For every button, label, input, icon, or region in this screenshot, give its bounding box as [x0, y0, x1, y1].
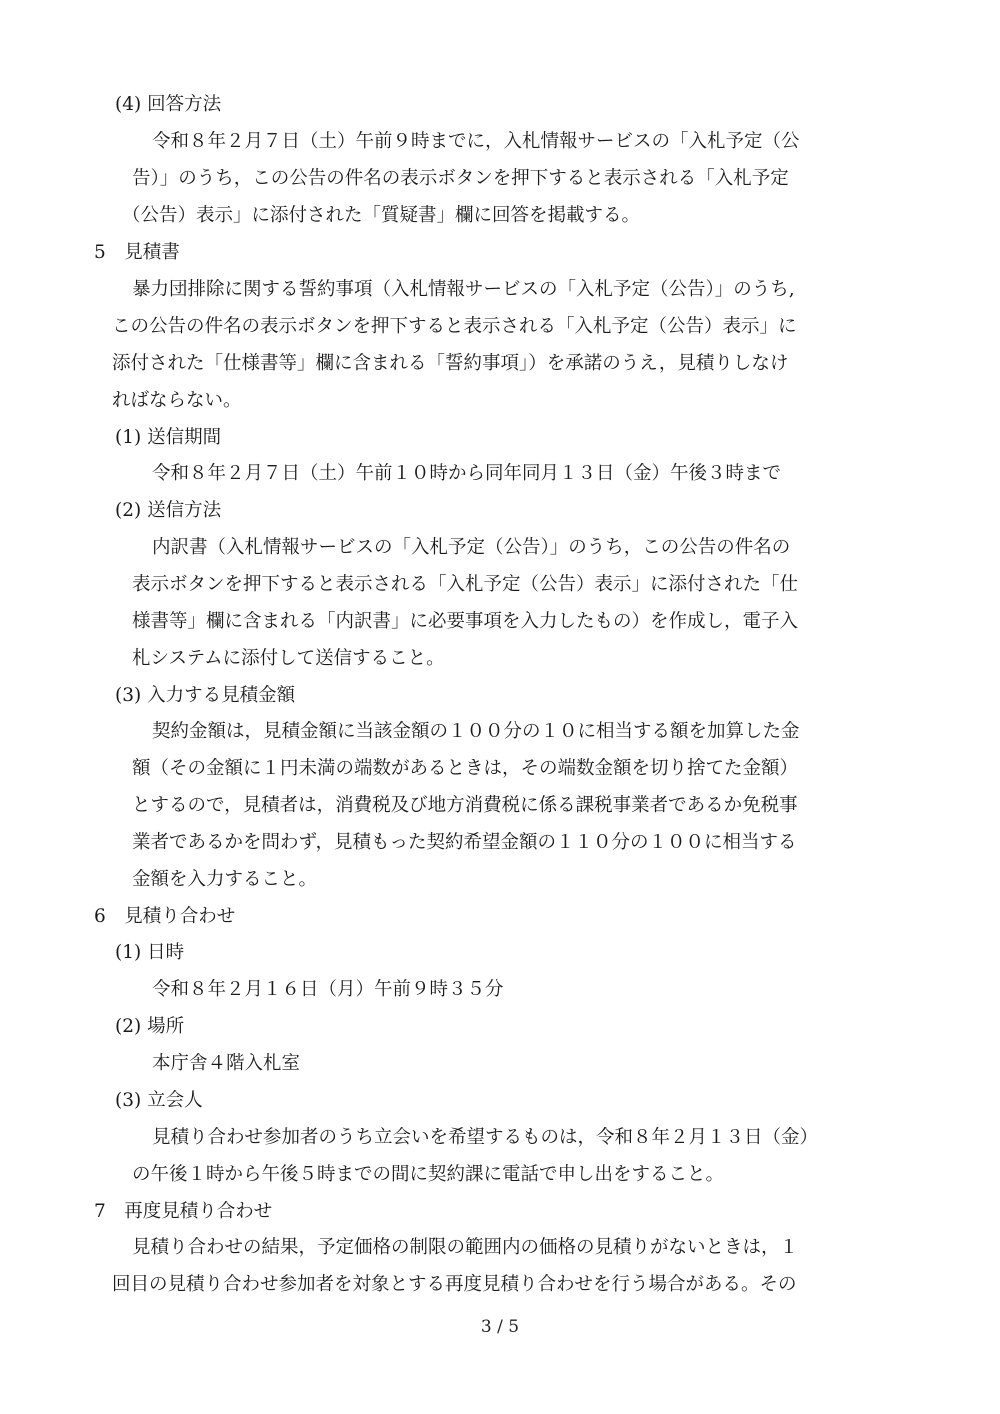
line: (1) 送信期間 — [115, 427, 222, 448]
line: この公告の件名の表示ボタンを押下すると表示される「入札予定（公告）表示」に — [112, 316, 797, 337]
line: 札システムに添付して送信すること。 — [132, 648, 445, 669]
line: 5 見積書 — [94, 242, 180, 263]
line: 表示ボタンを押下すると表示される「入札予定（公告）表示」に添付された「仕 — [132, 574, 799, 595]
line: 令和８年２月１６日（月）午前９時３５分 — [152, 979, 504, 1000]
line: 告）」のうち，この公告の件名の表示ボタンを押下すると表示される「入札予定 — [132, 168, 789, 189]
line: 回目の見積り合わせ参加者を対象とする再度見積り合わせを行う場合がある。その — [112, 1274, 797, 1295]
line: ればならない。 — [112, 390, 242, 411]
page-number: 3 / 5 — [480, 1317, 520, 1337]
line: 見積り合わせ参加者のうち立会いを希望するものは，令和８年２月１３日（金） — [152, 1127, 819, 1148]
line: 見積り合わせの結果，予定価格の制限の範囲内の価格の見積りがないときは，１ — [132, 1237, 799, 1258]
line: （公告）表示」に添付された「質疑書」欄に回答を掲載する。 — [122, 205, 641, 226]
line: 業者であるかを問わず，見積もった契約希望金額の１１０分の１００に相当する — [132, 832, 797, 853]
line: 添付された「仕様書等」欄に含まれる「誓約事項」）を承諾のうえ，見積りしなけ — [112, 353, 789, 374]
line: (1) 日時 — [115, 942, 185, 963]
line: (4) 回答方法 — [115, 94, 222, 115]
line: 令和８年２月７日（土）午前９時までに，入札情報サービスの「入札予定（公 — [152, 131, 800, 152]
line: 暴力団排除に関する誓約事項（入札情報サービスの「入札予定（公告）」のうち, — [132, 279, 795, 300]
line: 本庁舎４階入札室 — [152, 1053, 301, 1074]
line: 額（その金額に１円未満の端数があるときは，その端数金額を切り捨てた金額） — [132, 758, 799, 779]
line: (3) 入力する見積金額 — [115, 685, 296, 706]
line: 6 見積り合わせ — [94, 906, 236, 927]
line: とするので，見積者は，消費税及び地方消費税に係る課税事業者であるか免税事 — [132, 795, 798, 816]
line: (2) 送信方法 — [115, 500, 222, 521]
line: 契約金額は，見積金額に当該金額の１００分の１０に相当する額を加算した金 — [152, 721, 800, 742]
line: 令和８年２月７日（土）午前１０時から同年同月１３日（金）午後３時まで — [152, 463, 782, 484]
line: 様書等」欄に含まれる「内訳書」に必要事項を入力したもの）を作成し，電子入 — [132, 611, 799, 632]
line: (2) 場所 — [115, 1016, 185, 1037]
line: 7 再度見積り合わせ — [94, 1201, 273, 1222]
line: (3) 立会人 — [115, 1090, 203, 1111]
line: の午後１時から午後５時までの間に契約課に電話で申し出をすること。 — [132, 1164, 725, 1185]
line: 内訳書（入札情報サービスの「入札予定（公告）」のうち，この公告の件名の — [152, 537, 791, 558]
line: 金額を入力すること。 — [132, 869, 318, 890]
